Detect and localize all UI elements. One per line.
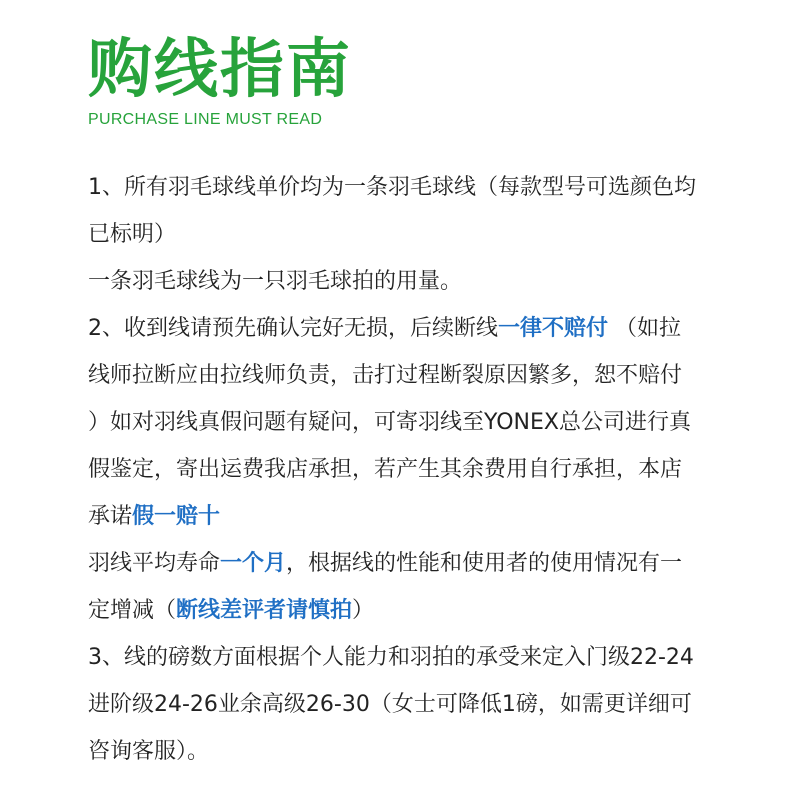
text-segment: ，根据线的性能和使用者的使用情况有一	[286, 551, 683, 576]
text-segment: 羽线平均寿命	[88, 551, 221, 576]
highlighted-text: 一律不赔付	[498, 316, 609, 341]
text-line	[88, 634, 728, 681]
text-segment: 1、所有羽毛球线单价均为一条羽毛球线（每款型号可选颜色均	[88, 175, 696, 200]
text-segment: 假鉴定，寄出运费我店承担，若产生其余费用自行承担，本店	[88, 457, 683, 482]
text-segment: 已标明）	[88, 222, 177, 247]
text-line	[88, 211, 728, 258]
text-segment: 咨询客服）。	[88, 739, 210, 764]
text-line	[88, 352, 728, 399]
text-line	[88, 493, 728, 540]
text-segment: 线师拉断应由拉线师负责，击打过程断裂原因繁多，恕不赔付	[88, 363, 683, 388]
text-segment: ）	[352, 598, 375, 623]
page-subtitle: PURCHASE LINE MUST READ	[88, 111, 323, 128]
text-segment: 3、线的磅数方面根据个人能力和羽拍的承受来定入门级22-24	[88, 645, 694, 670]
text-segment: ）如对羽线真假问题有疑问，可寄羽线至YONEX总公司进行真	[88, 410, 691, 435]
highlighted-text: 断线差评者请慎拍	[176, 598, 353, 623]
text-segment: 进阶级24-26业余高级26-30（女士可降低1磅，如需更详细可	[88, 692, 692, 717]
text-line	[88, 681, 728, 728]
text-line	[88, 540, 728, 587]
header	[88, 30, 352, 130]
highlighted-text: 假一赔十	[132, 504, 221, 529]
text-line	[88, 446, 728, 493]
text-line	[88, 164, 728, 211]
text-segment: 2、收到线请预先确认完好无损，后续断线	[88, 316, 498, 341]
guide-text	[88, 164, 728, 775]
page-title: 购线指南	[88, 33, 352, 107]
text-segment: （如拉	[608, 316, 682, 341]
text-line	[88, 258, 728, 305]
text-line	[88, 587, 728, 634]
text-line	[88, 399, 728, 446]
text-line	[88, 305, 728, 352]
highlighted-text: 一个月	[220, 551, 287, 576]
text-segment: 一条羽毛球线为一只羽毛球拍的用量。	[88, 269, 463, 294]
text-segment: 承诺	[88, 504, 133, 529]
text-segment: 定增减（	[88, 598, 177, 623]
text-line	[88, 728, 728, 775]
